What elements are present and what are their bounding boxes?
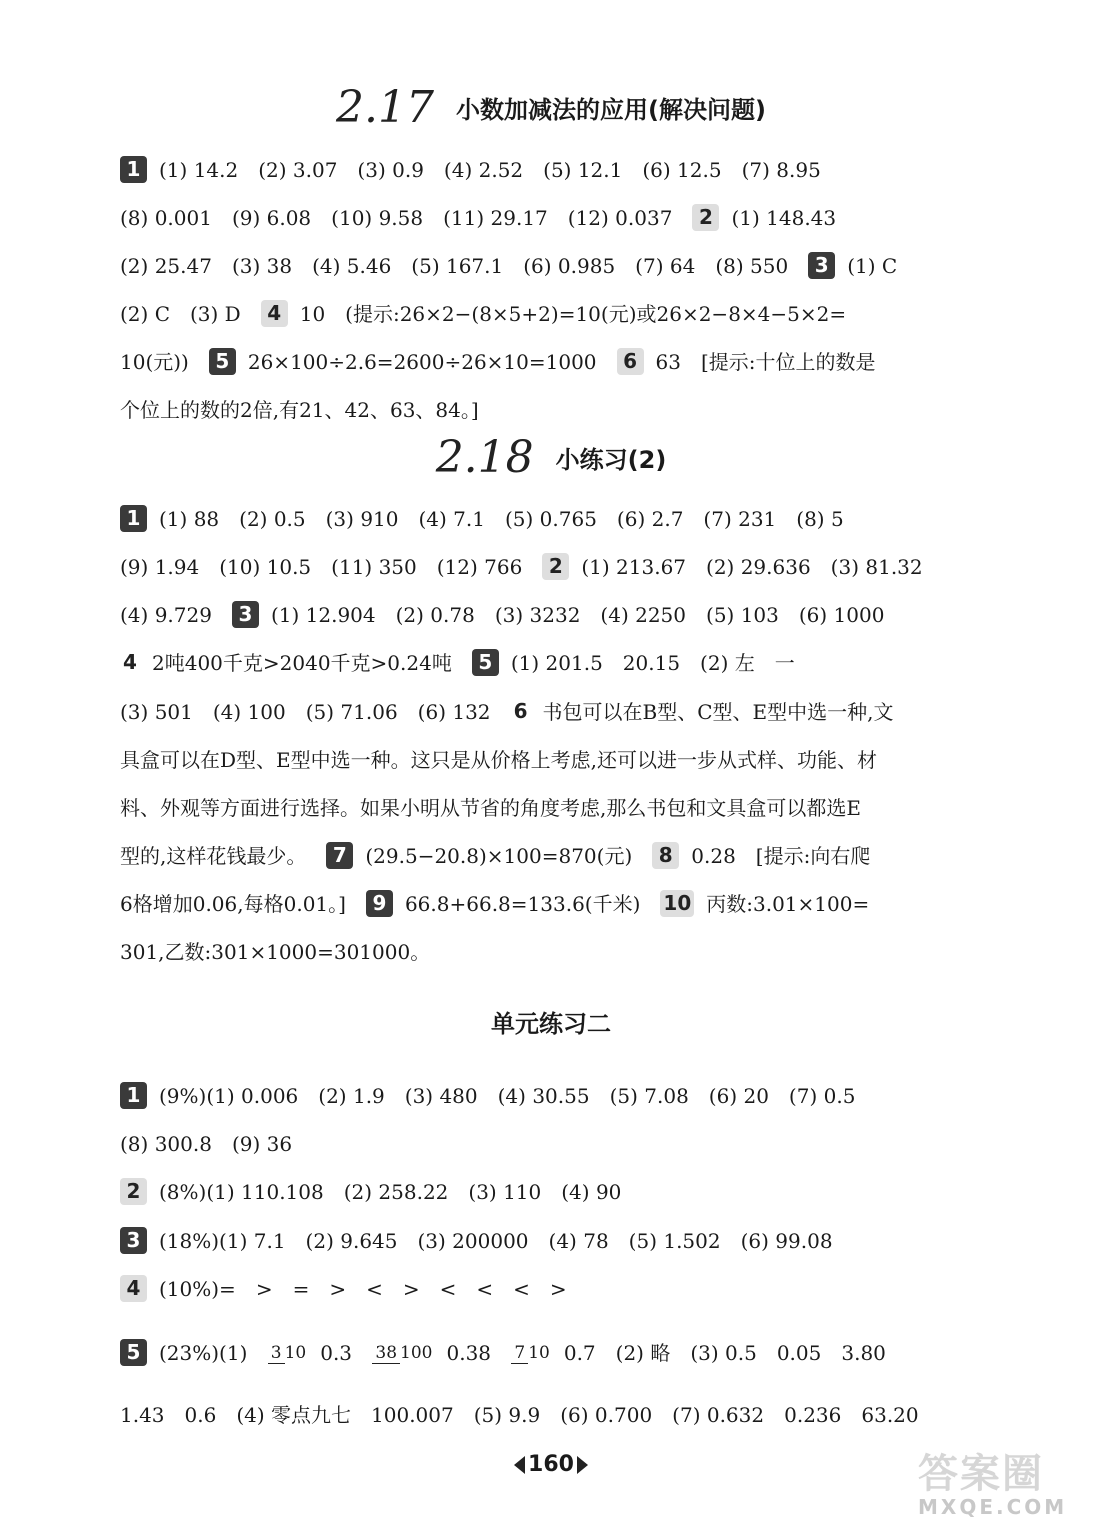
answer-line [120, 144, 1000, 192]
answer-line [120, 1263, 1000, 1311]
answer-line [120, 384, 1000, 432]
answer-text: 2吨400千克>2040千克>0.24吨 [152, 650, 452, 675]
question-badge-5: 5 [120, 1339, 147, 1366]
fraction [511, 1343, 549, 1363]
question-badge-3: 3 [232, 601, 259, 628]
answer-text: (1) C [847, 253, 898, 278]
answer-text: (1) 201.5 20.15 (2) 左 一 [510, 650, 795, 675]
question-badge-2: 2 [120, 1178, 147, 1205]
answer-text: 个位上的数的2倍,有21、42、63、84。] [120, 397, 479, 422]
answer-text: (9) 1.94 (10) 10.5 (11) 350 (12) 766 [120, 554, 523, 579]
answer-text: (1) 88 (2) 0.5 (3) 910 (4) 7.1 (5) 0.765 (6) 2.7 (7) 231 (8) 5 [159, 506, 844, 531]
question-badge-6: 6 [617, 348, 644, 375]
section-title: 小数加减法的应用(解决问题) [456, 96, 766, 124]
question-badge-6: 6 [513, 699, 528, 723]
watermark-text: 答案圈 [918, 1451, 1044, 1497]
answer-line [120, 541, 1000, 589]
question-badge-5: 5 [472, 649, 499, 676]
unit-practice-heading: 单元练习二 [491, 1010, 611, 1038]
answer-text: (29.5−20.8)×100=870(元) [365, 843, 633, 868]
section-number: 2.18 [435, 432, 534, 483]
answer-text: 型的,这样花钱最少。 [120, 843, 307, 868]
question-badge-1: 1 [120, 156, 147, 183]
answer-text: 26×100÷2.6=2600÷26×10=1000 [247, 349, 597, 374]
answer-text: 10(元)) [120, 349, 189, 374]
denominator: 10 [528, 1342, 550, 1363]
section-title: 小练习(2) [555, 446, 667, 474]
answer-text: 66.8+66.8=133.6(千米) [404, 891, 641, 916]
question-badge-8: 8 [652, 842, 679, 869]
answer-text: (1) 14.2 (2) 3.07 (3) 0.9 (4) 2.52 (5) 12.1 (6) 12.5 (7) 8.95 [159, 157, 821, 182]
answer-line [120, 782, 1000, 830]
question-badge-1: 1 [120, 1082, 147, 1109]
answer-text: (1) 213.67 (2) 29.636 (3) 81.32 [581, 554, 923, 579]
answer-line [120, 1215, 1000, 1263]
answer-line [120, 637, 1000, 685]
question-badge-4: 4 [123, 650, 137, 674]
answer-text: (2) 25.47 (3) 38 (4) 5.46 (5) 167.1 (6) 0.985 (7) 64 (8) 550 [120, 253, 789, 278]
answer-line [120, 192, 1000, 240]
question-badge-4: 4 [261, 300, 288, 327]
answer-text: 10 (提示:26×2−(8×5+2)=10(元)或26×2−8×4−5×2= [299, 301, 847, 326]
answer-text: 料、外观等方面进行选择。如果小明从节省的角度考虑,那么书包和文具盒可以都选E [120, 795, 861, 820]
triangle-left-icon [514, 1456, 525, 1474]
page-number-text: 160 [528, 1452, 574, 1477]
answer-text: 0.38 [446, 1340, 492, 1365]
watermark-logo [918, 1452, 1088, 1522]
answer-line [120, 734, 1000, 782]
answer-text: 6格增加0.06,每格0.01。] [120, 891, 346, 916]
answer-line [120, 288, 1000, 336]
answer-line [120, 1118, 1000, 1166]
section-number: 2.17 [336, 82, 435, 133]
answer-line [120, 878, 1000, 926]
answer-text: 丙数:3.01×100= [706, 891, 870, 916]
answer-text: (8) 0.001 (9) 6.08 (10) 9.58 (11) 29.17 (12) 0.037 [120, 205, 673, 230]
numerator: 38 [372, 1343, 400, 1364]
answer-line [120, 240, 1000, 288]
question-badge-9: 9 [366, 890, 393, 917]
question-badge-3: 3 [808, 252, 835, 279]
denominator: 100 [400, 1342, 433, 1363]
question-badge-2: 2 [542, 553, 569, 580]
answer-line [120, 830, 1000, 878]
fraction [372, 1343, 432, 1363]
question-badge-2: 2 [692, 204, 719, 231]
answer-line [120, 493, 1000, 541]
section-2-18-heading [0, 432, 1102, 488]
answer-text: 书包可以在B型、C型、E型中选一种,文 [542, 699, 894, 724]
answer-text: (1) 148.43 [731, 205, 837, 230]
question-badge-5: 5 [209, 348, 236, 375]
answer-text: (18%)(1) 7.1 (2) 9.645 (3) 200000 (4) 78 (5) 1.502 (6) 99.08 [159, 1228, 833, 1253]
question-badge-1: 1 [120, 505, 147, 532]
question-badge-4: 4 [120, 1275, 147, 1302]
answer-text: 301,乙数:301×1000=301000。 [120, 939, 431, 964]
answer-line [120, 686, 1000, 734]
answer-line [120, 1389, 1000, 1437]
answer-line [120, 589, 1000, 637]
section-2-17-heading [0, 82, 1102, 138]
answer-line [120, 1322, 1000, 1380]
answer-text: (8) 300.8 (9) 36 [120, 1131, 293, 1156]
question-badge-10: 10 [660, 890, 694, 917]
answer-text: 1.43 0.6 (4) 零点九七 100.007 (5) 9.9 (6) 0.700 (7) 0.632 0.236 63.20 [120, 1402, 919, 1427]
answer-text: 0.28 [提示:向右爬 [691, 843, 871, 868]
answer-text: (10%)= > = > < > < < < > [159, 1276, 567, 1301]
answer-text: (2) C (3) D [120, 301, 241, 326]
answer-line [120, 1070, 1000, 1118]
answer-text: 63 [提示:十位上的数是 [655, 349, 876, 374]
numerator: 7 [511, 1343, 528, 1364]
numerator: 3 [268, 1343, 285, 1364]
triangle-right-icon [577, 1456, 588, 1474]
fraction [268, 1343, 306, 1363]
question-badge-7: 7 [326, 842, 353, 869]
denominator: 10 [284, 1342, 307, 1363]
answer-line [120, 336, 1000, 384]
answer-text: 0.3 [320, 1340, 353, 1365]
answer-text: (23%)(1) [159, 1340, 248, 1365]
answer-text: 具盒可以在D型、E型中选一种。这只是从价格上考虑,还可以进一步从式样、功能、材 [120, 747, 877, 772]
question-badge-3: 3 [120, 1227, 147, 1254]
answer-line [120, 1166, 1000, 1214]
answer-text: 0.7 (2) 略 (3) 0.5 0.05 3.80 [563, 1340, 886, 1365]
answer-text: (8%)(1) 110.108 (2) 258.22 (3) 110 (4) 90 [159, 1179, 622, 1204]
answer-text: (4) 9.729 [120, 602, 212, 627]
answer-line [120, 926, 1000, 974]
answer-text: (3) 501 (4) 100 (5) 71.06 (6) 132 [120, 699, 491, 724]
watermark-url: MXQE.COM [918, 1495, 1068, 1519]
answer-text: (9%)(1) 0.006 (2) 1.9 (3) 480 (4) 30.55 (5) 7.08 (6) 20 (7) 0.5 [159, 1083, 856, 1108]
answer-text: (1) 12.904 (2) 0.78 (3) 3232 (4) 2250 (5) 103 (6) 1000 [270, 602, 885, 627]
